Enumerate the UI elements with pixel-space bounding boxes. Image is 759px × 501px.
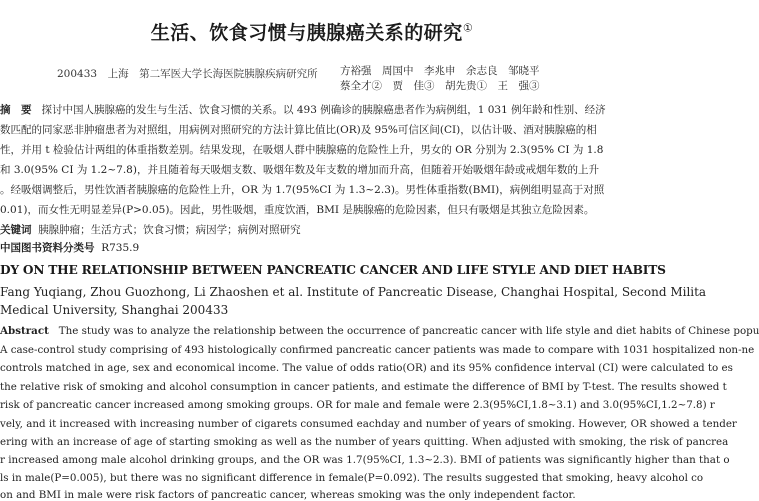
abstract-en-line: risk of pancreatic cancer increased among smoking groups. OR for male and female were 2.3(95%CI,1.8~3.1) and 3.0(95%CI,1.2~7.8) r	[0, 399, 715, 411]
authors-line-2: 蔡全才② 贾 佳③ 胡先贵① 王 强③	[340, 80, 540, 92]
abstract-cn-line: 和 3.0(95% CI 为 1.2~7.8)，并且随着每天吸烟支数、吸烟年数及年支数的增加而升高，但随着开始吸烟年龄或戒烟年数的上升	[0, 164, 599, 176]
authors-line-1: 方裕强 周国中 李兆申 余志良 邹晓平	[340, 65, 540, 77]
affiliation: 200433 上海 第二军医大学长海医院胰腺疾病研究所	[57, 68, 318, 80]
abstract-en-line: controls matched in age, sex and economical income. The value of odds ratio(OR) and its 95% confidence interval (CI) were calculated to es	[0, 362, 733, 374]
abstract-en-line: r increased among male alcohol drinking groups, and the OR was 1.7(95%CI, 1.3~2.3). BMI of patients was significantly higher than that o	[0, 454, 730, 466]
abstract-cn-line: 性，并用 t 检验估计两组的体重指数差别。结果发现，在吸烟人群中胰腺癌的危险性上升，男女的 OR 分别为 2.3(95% CI 为 1.8	[0, 144, 604, 156]
abstract-en-line: the relative risk of smoking and alcohol consumption in cancer patients, and estimate the difference of BMI by T-test. The results showed t	[0, 381, 727, 393]
abstract-en-text: The study was to analyze the relationship between the occurrence of pancreatic cancer with life style and diet habits of Chinese popu	[58, 325, 759, 337]
keywords	[0, 222, 624, 237]
abstract-en-line	[0, 325, 759, 337]
keywords-value: 胰腺肿瘤；生活方式；饮食习惯；病因学；病例对照研究	[38, 224, 301, 236]
classification-label: 中国图书资料分类号	[0, 242, 95, 254]
title-footnote-mark: ①	[462, 21, 474, 35]
classification-value: R735.9	[101, 242, 140, 254]
paper-title	[0, 18, 624, 45]
abstract-en-line: A case-control study comprising of 493 histologically confirmed pancreatic cancer patients was made to compare with 1031 hospitalized non-ne	[0, 344, 755, 356]
authors-cn	[340, 64, 540, 94]
english-authors-line-1: Fang Yuqiang, Zhou Guozhong, Li Zhaoshen et al. Institute of Pancreatic Disease, Changhai Hospital, Second Milita	[0, 285, 707, 299]
classification	[0, 240, 624, 255]
abstract-cn-line: 数匹配的同家恶非肿瘤患者为对照组，用病例对照研究的方法计算比值比(OR)及 95%可信区间(CI)，以估计吸、酒对胰腺癌的相	[0, 124, 597, 136]
abstract-cn-text: 探讨中国人胰腺癌的发生与生活、饮食习惯的关系。以 493 例确诊的胰腺癌患者作为病例组，1 031 例年龄和性别、经济	[41, 104, 606, 116]
keywords-label: 关键词	[0, 224, 32, 236]
abstract-cn-line	[0, 102, 624, 117]
english-authors-line-2: Medical University, Shanghai 200433	[0, 303, 229, 317]
abstract-en-line: on and BMI in male were risk factors of pancreatic cancer, whereas smoking was the only independent factor.	[0, 489, 576, 501]
abstract-cn-line: 0.01)，而女性无明显差异(P>0.05)。因此，男性吸烟，重度饮酒，BMI 是胰腺癌的危险因素，但只有吸烟是其独立危险因素。	[0, 204, 595, 216]
abstract-cn-label: 摘 要	[0, 104, 32, 116]
abstract-en-label: Abstract	[0, 325, 49, 337]
abstract-cn-line: 。经吸烟调整后，男性饮酒者胰腺癌的危险性上升，OR 为 1.7(95%CI 为 1.3~2.3)。男性体重指数(BMI)，病例组明显高于对照	[0, 184, 605, 196]
abstract-en-line: ering with an increase of age of starting smoking as well as the number of years quitting. When adjusted with smoking, the risk of pancrea	[0, 436, 729, 448]
english-title: DY ON THE RELATIONSHIP BETWEEN PANCREATIC CANCER AND LIFE STYLE AND DIET HABITS	[0, 263, 666, 277]
title-text: 生活、饮食习惯与胰腺癌关系的研究	[150, 22, 463, 44]
abstract-en-line: vely, and it increased with increasing number of cigarets consumed eachday and number of years of smoking. However, OR showed a tender	[0, 418, 737, 430]
abstract-en-line: ls in male(P=0.005), but there was no significant difference in female(P=0.092). The results suggested that smoking, heavy alcohol co	[0, 472, 704, 484]
